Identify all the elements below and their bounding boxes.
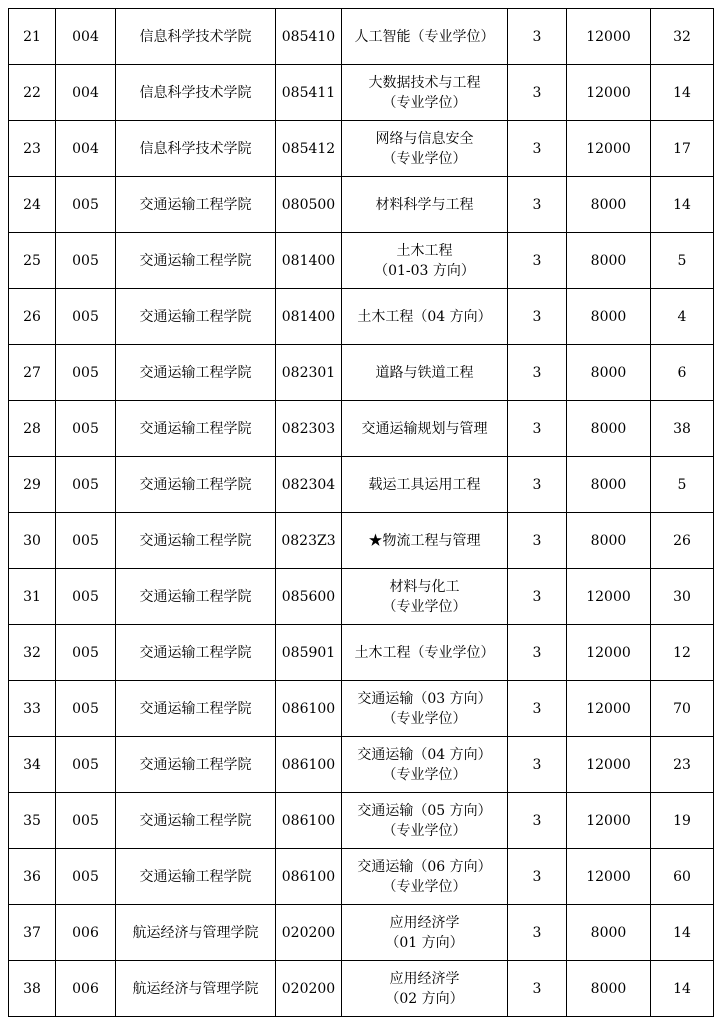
- table-row: [9, 737, 714, 793]
- college-name-cell: 交通运输工程学院: [116, 457, 276, 513]
- study-years-cell: 3: [508, 401, 567, 457]
- college-name-cell: 交通运输工程学院: [116, 289, 276, 345]
- tuition-fee-cell: 12000: [567, 737, 651, 793]
- college-name-cell: 信息科学技术学院: [116, 9, 276, 65]
- major-name-line: （专业学位）: [382, 710, 467, 727]
- major-code-cell: 086100: [276, 681, 342, 737]
- college-code-cell: 005: [56, 513, 116, 569]
- table-row: [9, 849, 714, 905]
- enrollment-plan-cell: 30: [651, 569, 714, 625]
- row-number-cell: 34: [9, 737, 56, 793]
- study-years-cell: 3: [508, 513, 567, 569]
- major-name-line: 交通运输（03 方向）: [357, 690, 492, 707]
- table-row: [9, 9, 714, 65]
- major-name-cell: [342, 625, 508, 681]
- college-code-cell: 005: [56, 737, 116, 793]
- major-name-line: 土木工程（专业学位）: [354, 644, 495, 661]
- major-name-line: 应用经济学: [389, 914, 460, 931]
- major-code-cell: 085410: [276, 9, 342, 65]
- college-code-cell: 006: [56, 905, 116, 961]
- row-number-cell: 35: [9, 793, 56, 849]
- major-name-line: （专业学位）: [382, 150, 467, 167]
- major-name-line: 网络与信息安全: [375, 130, 474, 147]
- row-number-cell: 32: [9, 625, 56, 681]
- major-name-cell: [342, 177, 508, 233]
- college-code-cell: 005: [56, 793, 116, 849]
- study-years-cell: 3: [508, 905, 567, 961]
- study-years-cell: 3: [508, 681, 567, 737]
- row-number-cell: 23: [9, 121, 56, 177]
- row-number-cell: 24: [9, 177, 56, 233]
- study-years-cell: 3: [508, 569, 567, 625]
- table-row: [9, 457, 714, 513]
- tuition-fee-cell: 12000: [567, 849, 651, 905]
- major-name-cell: [342, 513, 508, 569]
- enrollment-plan-cell: 12: [651, 625, 714, 681]
- table-row: [9, 793, 714, 849]
- major-name-line: （专业学位）: [382, 878, 467, 895]
- major-name-cell: [342, 121, 508, 177]
- college-name-cell: 信息科学技术学院: [116, 65, 276, 121]
- enrollment-plan-cell: 70: [651, 681, 714, 737]
- college-name-cell: 信息科学技术学院: [116, 121, 276, 177]
- enrollment-plan-cell: 6: [651, 345, 714, 401]
- major-name-line: 土木工程: [396, 242, 453, 259]
- major-name-line: 土木工程（04 方向）: [357, 308, 492, 325]
- major-code-cell: 020200: [276, 961, 342, 1017]
- major-name-line: 交通运输（05 方向）: [357, 802, 492, 819]
- college-name-cell: 交通运输工程学院: [116, 681, 276, 737]
- table-row: [9, 961, 714, 1017]
- major-name-line: 交通运输（04 方向）: [357, 746, 492, 763]
- college-name-cell: 交通运输工程学院: [116, 401, 276, 457]
- major-code-cell: 082301: [276, 345, 342, 401]
- major-name-cell: [342, 905, 508, 961]
- enrollment-plan-cell: 5: [651, 233, 714, 289]
- enrollment-plan-cell: 26: [651, 513, 714, 569]
- major-name-line: （01 方向）: [385, 934, 464, 951]
- row-number-cell: 33: [9, 681, 56, 737]
- college-code-cell: 005: [56, 289, 116, 345]
- major-code-cell: 082303: [276, 401, 342, 457]
- table-row: [9, 65, 714, 121]
- tuition-fee-cell: 8000: [567, 401, 651, 457]
- college-name-cell: 交通运输工程学院: [116, 849, 276, 905]
- major-name-line: 大数据技术与工程: [368, 74, 481, 91]
- major-name-line: 人工智能（专业学位）: [354, 28, 495, 45]
- major-name-line: 交通运输规划与管理: [361, 420, 488, 437]
- row-number-cell: 27: [9, 345, 56, 401]
- college-code-cell: 005: [56, 177, 116, 233]
- tuition-fee-cell: 12000: [567, 681, 651, 737]
- enrollment-plan-cell: 14: [651, 961, 714, 1017]
- table-row: [9, 625, 714, 681]
- college-code-cell: 005: [56, 681, 116, 737]
- major-name-cell: [342, 65, 508, 121]
- table-row: [9, 513, 714, 569]
- table-row: [9, 289, 714, 345]
- major-name-line: （专业学位）: [382, 766, 467, 783]
- row-number-cell: 37: [9, 905, 56, 961]
- college-code-cell: 004: [56, 9, 116, 65]
- major-name-line: 道路与铁道工程: [375, 364, 474, 381]
- college-name-cell: 交通运输工程学院: [116, 513, 276, 569]
- study-years-cell: 3: [508, 849, 567, 905]
- major-code-cell: 085600: [276, 569, 342, 625]
- major-name-cell: [342, 849, 508, 905]
- study-years-cell: 3: [508, 9, 567, 65]
- major-code-cell: 086100: [276, 849, 342, 905]
- study-years-cell: 3: [508, 737, 567, 793]
- row-number-cell: 31: [9, 569, 56, 625]
- major-name-line: （专业学位）: [382, 822, 467, 839]
- study-years-cell: 3: [508, 233, 567, 289]
- row-number-cell: 26: [9, 289, 56, 345]
- college-name-cell: 交通运输工程学院: [116, 793, 276, 849]
- college-code-cell: 004: [56, 65, 116, 121]
- enrollment-plan-cell: 17: [651, 121, 714, 177]
- tuition-fee-cell: 12000: [567, 121, 651, 177]
- major-name-line: ★物流工程与管理: [368, 532, 481, 549]
- major-code-cell: 085412: [276, 121, 342, 177]
- major-name-line: （02 方向）: [385, 990, 464, 1007]
- major-code-cell: 086100: [276, 793, 342, 849]
- study-years-cell: 3: [508, 961, 567, 1017]
- college-code-cell: 004: [56, 121, 116, 177]
- college-code-cell: 005: [56, 849, 116, 905]
- study-years-cell: 3: [508, 121, 567, 177]
- major-code-cell: 081400: [276, 233, 342, 289]
- major-name-line: （01-03 方向）: [374, 262, 475, 279]
- tuition-fee-cell: 8000: [567, 177, 651, 233]
- college-code-cell: 005: [56, 625, 116, 681]
- tuition-fee-cell: 8000: [567, 289, 651, 345]
- major-name-cell: [342, 737, 508, 793]
- enrollment-plan-cell: 5: [651, 457, 714, 513]
- major-code-cell: 085411: [276, 65, 342, 121]
- table-body: [9, 9, 714, 1017]
- table-row: [9, 121, 714, 177]
- college-name-cell: 交通运输工程学院: [116, 233, 276, 289]
- enrollment-plan-cell: 19: [651, 793, 714, 849]
- study-years-cell: 3: [508, 345, 567, 401]
- major-name-line: 材料科学与工程: [375, 196, 474, 213]
- study-years-cell: 3: [508, 625, 567, 681]
- college-name-cell: 航运经济与管理学院: [116, 905, 276, 961]
- tuition-fee-cell: 8000: [567, 345, 651, 401]
- row-number-cell: 22: [9, 65, 56, 121]
- tuition-fee-cell: 12000: [567, 793, 651, 849]
- major-name-line: （专业学位）: [382, 94, 467, 111]
- college-code-cell: 005: [56, 233, 116, 289]
- row-number-cell: 36: [9, 849, 56, 905]
- major-name-cell: [342, 793, 508, 849]
- college-name-cell: 交通运输工程学院: [116, 569, 276, 625]
- tuition-fee-cell: 8000: [567, 233, 651, 289]
- tuition-fee-cell: 12000: [567, 9, 651, 65]
- college-code-cell: 005: [56, 569, 116, 625]
- tuition-fee-cell: 8000: [567, 961, 651, 1017]
- major-name-cell: [342, 457, 508, 513]
- tuition-fee-cell: 8000: [567, 513, 651, 569]
- major-name-cell: [342, 961, 508, 1017]
- major-name-cell: [342, 9, 508, 65]
- college-code-cell: 006: [56, 961, 116, 1017]
- tuition-fee-cell: 12000: [567, 625, 651, 681]
- major-code-cell: 081400: [276, 289, 342, 345]
- enrollment-plan-cell: 38: [651, 401, 714, 457]
- enrollment-plan-cell: 14: [651, 905, 714, 961]
- college-name-cell: 交通运输工程学院: [116, 177, 276, 233]
- study-years-cell: 3: [508, 793, 567, 849]
- major-name-cell: [342, 289, 508, 345]
- tuition-fee-cell: 8000: [567, 905, 651, 961]
- major-name-line: （专业学位）: [382, 598, 467, 615]
- major-code-cell: 0823Z3: [276, 513, 342, 569]
- college-name-cell: 航运经济与管理学院: [116, 961, 276, 1017]
- table-row: [9, 345, 714, 401]
- admissions-table: [8, 8, 714, 1017]
- major-name-cell: [342, 681, 508, 737]
- tuition-fee-cell: 12000: [567, 569, 651, 625]
- major-name-cell: [342, 569, 508, 625]
- row-number-cell: 38: [9, 961, 56, 1017]
- college-code-cell: 005: [56, 345, 116, 401]
- tuition-fee-cell: 12000: [567, 65, 651, 121]
- table-row: [9, 401, 714, 457]
- table-row: [9, 569, 714, 625]
- row-number-cell: 28: [9, 401, 56, 457]
- major-name-line: 应用经济学: [389, 970, 460, 987]
- enrollment-plan-cell: 14: [651, 177, 714, 233]
- table-row: [9, 177, 714, 233]
- college-name-cell: 交通运输工程学院: [116, 345, 276, 401]
- major-name-line: 载运工具运用工程: [368, 476, 481, 493]
- major-code-cell: 080500: [276, 177, 342, 233]
- row-number-cell: 21: [9, 9, 56, 65]
- college-name-cell: 交通运输工程学院: [116, 625, 276, 681]
- table-row: [9, 681, 714, 737]
- college-code-cell: 005: [56, 457, 116, 513]
- major-name-line: 材料与化工: [389, 578, 460, 595]
- major-name-line: 交通运输（06 方向）: [357, 858, 492, 875]
- study-years-cell: 3: [508, 289, 567, 345]
- major-name-cell: [342, 345, 508, 401]
- major-code-cell: 082304: [276, 457, 342, 513]
- college-code-cell: 005: [56, 401, 116, 457]
- major-code-cell: 085901: [276, 625, 342, 681]
- table-row: [9, 905, 714, 961]
- study-years-cell: 3: [508, 457, 567, 513]
- major-code-cell: 086100: [276, 737, 342, 793]
- college-name-cell: 交通运输工程学院: [116, 737, 276, 793]
- tuition-fee-cell: 8000: [567, 457, 651, 513]
- study-years-cell: 3: [508, 65, 567, 121]
- row-number-cell: 25: [9, 233, 56, 289]
- table-row: [9, 233, 714, 289]
- enrollment-plan-cell: 60: [651, 849, 714, 905]
- row-number-cell: 30: [9, 513, 56, 569]
- study-years-cell: 3: [508, 177, 567, 233]
- enrollment-plan-cell: 14: [651, 65, 714, 121]
- major-name-cell: [342, 401, 508, 457]
- major-name-cell: [342, 233, 508, 289]
- enrollment-plan-cell: 32: [651, 9, 714, 65]
- row-number-cell: 29: [9, 457, 56, 513]
- enrollment-plan-cell: 4: [651, 289, 714, 345]
- enrollment-plan-cell: 23: [651, 737, 714, 793]
- major-code-cell: 020200: [276, 905, 342, 961]
